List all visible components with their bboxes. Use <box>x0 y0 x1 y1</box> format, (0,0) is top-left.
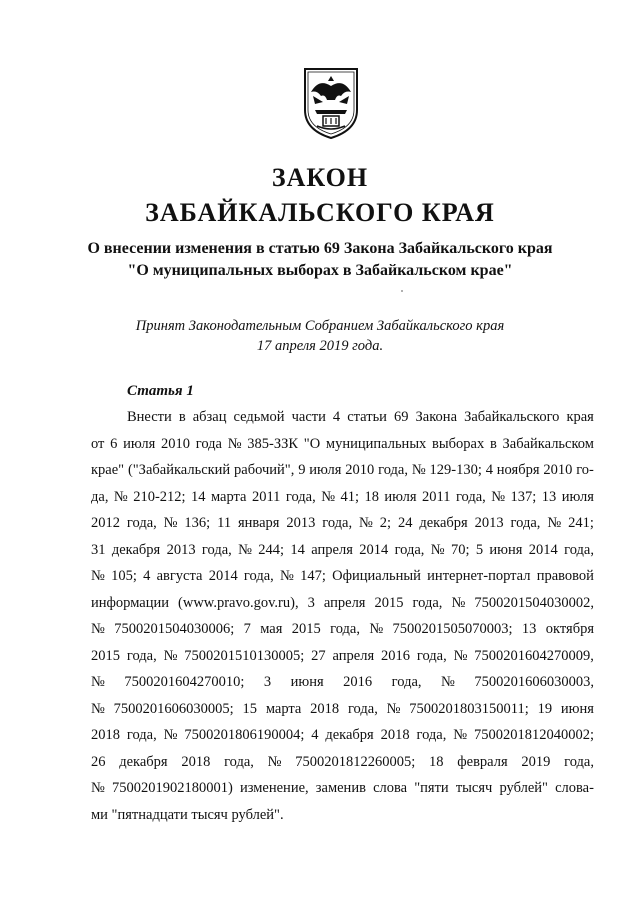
article-text-line: ми "пятнадцати тысяч рублей". <box>91 806 284 823</box>
article-text-line: информации (www.pravo.gov.ru), 3 апреля 2015 года, № 7500201504030002, <box>91 594 594 611</box>
article-text-line: № 7500201606030005; 15 марта 2018 года, № 7500201803150011; 19 июня <box>91 700 594 717</box>
adoption-note <box>40 316 600 356</box>
article-text-line: 26 декабря 2018 года, № 7500201812260005; 18 февраля 2019 года, <box>91 753 594 770</box>
article-text-line: № 7500201902180001) изменение, заменив слова "пяти тысяч рублей" слова- <box>91 780 594 796</box>
article-body <box>91 404 594 828</box>
coat-of-arms-emblem <box>301 66 361 140</box>
article-text-line: № 7500201604270010; 3 июня 2016 года, № 7500201606030003, <box>91 674 594 690</box>
article-text-line: 2015 года, № 7500201510130005; 27 апреля 2016 года, № 7500201604270009, <box>91 647 594 664</box>
article-text-line: да, № 210-212; 14 марта 2011 года, № 41; 18 июля 2011 года, № 137; 13 июля <box>91 488 594 505</box>
subtitle-line: О внесении изменения в статью 69 Закона Забайкальского края <box>87 240 553 257</box>
subtitle-line: "О муниципальных выборах в Забайкальском крае" <box>127 262 513 279</box>
article-text-line: 2012 года, № 136; 11 января 2013 года, № 2; 24 декабря 2013 года, № 241; <box>91 515 594 531</box>
article-text-line: № 105; 4 августа 2014 года, № 147; Официальный интернет-портал правовой <box>91 568 594 584</box>
article-text-line: 2018 года, № 7500201806190004; 4 декабря 2018 года, № 7500201812040002; <box>91 727 594 743</box>
article-text-line: от 6 июля 2010 года № 385-ЗЗК "О муниципальных выборах в Забайкальском <box>91 435 594 452</box>
scan-speck <box>401 290 403 292</box>
adoption-line: Принят Законодательным Собранием Забайкальского края <box>135 318 505 334</box>
adoption-date: 17 апреля 2019 года. <box>256 338 384 354</box>
document-region-title: ЗАБАЙКАЛЬСКОГО КРАЯ <box>145 198 495 227</box>
article-text-line: крае" ("Забайкальский рабочий", 9 июля 2010 года, № 129-130; 4 ноября 2010 го- <box>91 462 594 478</box>
article-heading: Статья 1 <box>127 383 194 399</box>
article-text-line: Внести в абзац седьмой части 4 статьи 69 Закона Забайкальского края <box>127 409 594 425</box>
document-title: ЗАКОН <box>271 163 369 192</box>
document-subtitle <box>40 238 600 282</box>
article-text-line: 31 декабря 2013 года, № 244; 14 апреля 2014 года, № 70; 5 июня 2014 года, <box>91 541 594 558</box>
article-text-line: № 7500201504030006; 7 мая 2015 года, № 7500201505070003; 13 октября <box>91 621 594 637</box>
